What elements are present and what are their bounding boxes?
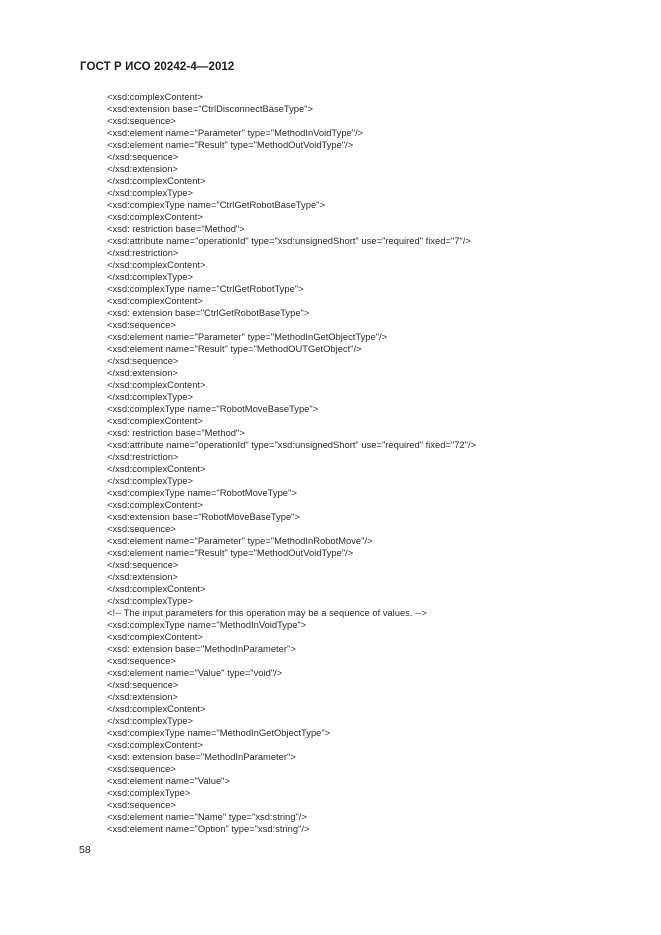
code-line: <xsd:element name="Parameter" type="MethodInVoidType"/> bbox=[107, 127, 364, 138]
code-line: <xsd:extension base="CtrlDisconnectBaseType"> bbox=[107, 103, 313, 114]
code-line: <xsd:sequence> bbox=[107, 799, 176, 810]
code-line: <xsd:extension base="RobotMoveBaseType"> bbox=[107, 511, 300, 522]
code-line: <xsd:complexContent> bbox=[107, 499, 203, 510]
code-line: <xsd:complexType name="RobotMoveType"> bbox=[107, 487, 297, 498]
code-line: <xsd:sequence> bbox=[107, 655, 176, 666]
code-line: <xsd:complexType name="RobotMoveBaseType"> bbox=[107, 403, 319, 414]
xsd-code-listing bbox=[107, 91, 476, 835]
code-line: </xsd:complexType> bbox=[107, 475, 193, 486]
code-line: <xsd:element name="Result" type="MethodOutVoidType"/> bbox=[107, 139, 354, 150]
code-line: <xsd:element name="Name" type="xsd:string"/> bbox=[107, 811, 307, 822]
code-line: </xsd:complexType> bbox=[107, 391, 193, 402]
code-line: <xsd:complexType name="MethodInVoidType"> bbox=[107, 619, 307, 630]
code-line: <xsd: extension base="MethodInParameter"> bbox=[107, 643, 296, 654]
code-line: <!-- The input parameters for this operation may be a sequence of values. --> bbox=[107, 607, 427, 618]
code-line: </xsd:restriction> bbox=[107, 247, 179, 258]
code-line: </xsd:restriction> bbox=[107, 451, 179, 462]
standard-header-title: ГОСТ Р ИСО 20242-4—2012 bbox=[80, 61, 235, 73]
code-line: <xsd:sequence> bbox=[107, 319, 176, 330]
code-line: <xsd:element name="Result" type="MethodOutVoidType"/> bbox=[107, 547, 354, 558]
code-line: <xsd:attribute name="operationId" type="xsd:unsignedShort" use="required" fixed="7"/> bbox=[107, 235, 471, 246]
code-line: <xsd:sequence> bbox=[107, 523, 176, 534]
code-line: </xsd:complexType> bbox=[107, 271, 193, 282]
code-line: <xsd:complexContent> bbox=[107, 91, 203, 102]
code-line: </xsd:complexContent> bbox=[107, 379, 206, 390]
code-line: </xsd:complexContent> bbox=[107, 703, 206, 714]
code-line: </xsd:extension> bbox=[107, 571, 178, 582]
code-line: <xsd:complexContent> bbox=[107, 739, 203, 750]
code-line: </xsd:complexContent> bbox=[107, 259, 206, 270]
code-line: <xsd:complexContent> bbox=[107, 211, 203, 222]
code-line: </xsd:complexContent> bbox=[107, 175, 206, 186]
code-line: <xsd:element name="Option" type="xsd:string"/> bbox=[107, 823, 310, 834]
code-line: <xsd: extension base="CtrlGetRobotBaseType"> bbox=[107, 307, 310, 318]
code-line: <xsd:element name="Parameter" type="MethodInGetObjectType"/> bbox=[107, 331, 388, 342]
code-line: <xsd:element name="Value"> bbox=[107, 775, 230, 786]
code-line: <xsd:element name="Result" type="MethodOUTGetObject"/> bbox=[107, 343, 362, 354]
page-number: 58 bbox=[79, 844, 91, 856]
code-line: </xsd:extension> bbox=[107, 163, 178, 174]
code-line: <xsd:sequence> bbox=[107, 115, 176, 126]
code-line: <xsd: extension base="MethodInParameter"> bbox=[107, 751, 296, 762]
code-line: </xsd:extension> bbox=[107, 367, 178, 378]
code-line: </xsd:complexType> bbox=[107, 187, 193, 198]
code-line: </xsd:complexType> bbox=[107, 595, 193, 606]
code-line: </xsd:sequence> bbox=[107, 559, 179, 570]
code-line: </xsd:sequence> bbox=[107, 355, 179, 366]
code-line: <xsd:complexType name="CtrlGetRobotBaseType"> bbox=[107, 199, 325, 210]
code-line: <xsd: restriction base="Method"> bbox=[107, 427, 245, 438]
code-line: <xsd:complexType> bbox=[107, 787, 191, 798]
code-line: </xsd:extension> bbox=[107, 691, 178, 702]
code-line: <xsd:complexContent> bbox=[107, 415, 203, 426]
code-line: <xsd:complexType name="CtrlGetRobotType"> bbox=[107, 283, 304, 294]
code-line: <xsd:element name="Parameter" type="MethodInRobotMove"/> bbox=[107, 535, 373, 546]
code-line: <xsd:complexType name="MethodInGetObjectType"> bbox=[107, 727, 331, 738]
code-line: </xsd:sequence> bbox=[107, 679, 179, 690]
code-line: </xsd:sequence> bbox=[107, 151, 179, 162]
code-line: <xsd:complexContent> bbox=[107, 295, 203, 306]
code-line: <xsd:sequence> bbox=[107, 763, 176, 774]
code-line: </xsd:complexContent> bbox=[107, 463, 206, 474]
code-line: <xsd:complexContent> bbox=[107, 631, 203, 642]
code-line: <xsd:element name="Value" type="void"/> bbox=[107, 667, 283, 678]
code-line: <xsd:attribute name="operationId" type="xsd:unsignedShort" use="required" fixed="72"/> bbox=[107, 439, 477, 450]
code-line: <xsd: restriction base="Method"> bbox=[107, 223, 245, 234]
code-line: </xsd:complexType> bbox=[107, 715, 193, 726]
code-line: </xsd:complexContent> bbox=[107, 583, 206, 594]
